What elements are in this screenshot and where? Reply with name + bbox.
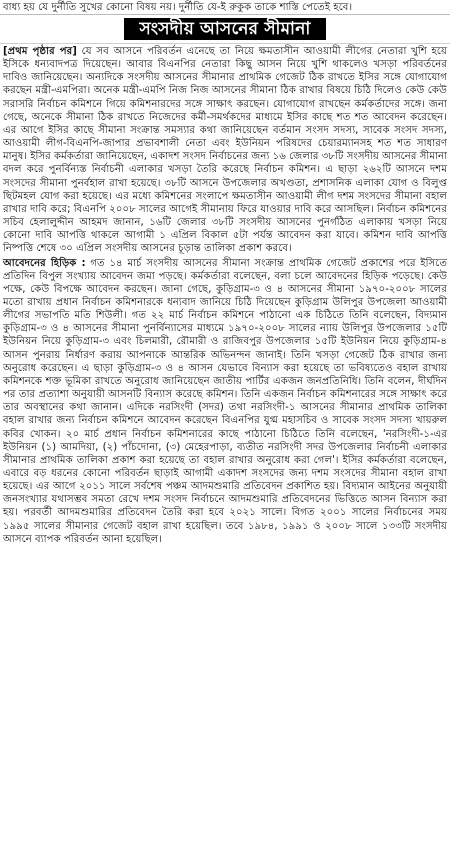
continuation-marker: [প্রথম পৃষ্ঠার পর] [3, 46, 77, 57]
article-paragraph [3, 45, 447, 256]
headline-banner [0, 15, 450, 44]
paragraph-text: গত ১৪ মার্চ সংসদীয় আসনের সীমানা সংক্রান্ত প্রাথমিক গেজেট প্রকাশের পরে ইসিতে প্রতিদিন বিপুল সংখ্যায় আবেদন জমা পড়ছে। কর্মকর্তারা বলেছেন, বলা চলে আবেদনের হিড়িক পড়েছে। কেউ পক্ষে, কেউ বিপক্ষে আবেদন করছেন। জানা গেছে, কুড়িগ্রাম-৩ ও ৪ আসনের সীমানা ১৯৭০-২০০৮ সালের মতো রাখায় প্রধান নির্বাচন কমিশনারকে ধন্যবাদ জানিয়ে চিঠি দিয়েছেন কুড়িগ্রাম উলিপুর উপজেলা আওয়ামী লীগের সভাপতি মতি শিউলী। গত ২২ মার্চ নির্বাচন কমিশনে পাঠানো এক চিঠিতে তিনি বলেছেন, বিদ্যমান কুড়িগ্রাম-৩ ও ৪ আসনের সীমানা পুনর্বিন্যাসের মাধ্যমে ১৯৭০-২০০৮ সালের ন্যায় উলিপুর উপজেলার ১৫টি ইউনিয়ন নিয়ে কুড়িগ্রাম-৩ এবং চিলমারী, রৌমারী ও রাজিবপুর উপজেলার ১৫টি ইউনিয়ন নিয়ে কুড়িগ্রাম-৪ আসন পুনরায় নির্ধারণ করায় আপনাকে আন্তরিক অভিনন্দন জানাই। তিনি খসড়া গেজেট ঠিক রাখার জন্য অনুরোধ করেছেন। এ ছাড়া কুড়িগ্রাম-৩ ও ৪ আসন যেভাবে বিন্যাস করা হয়েছে তা ভবিষ্যতেও বহাল রাখায় কমিশনকে শক্ত ভূমিকা রাখতে অনুরোধ জানিয়েছেন জাতীয় পার্টির একজন জনপ্রতিনিধি। তিনি বলেন, দীর্ঘদিন পর তার প্রত্যাশা অনুযায়ী আসনটি বিন্যাস করেছে কমিশন। তিনি একজন নির্বাচন কমিশনারের সঙ্গে সাক্ষাৎ করে তার অবস্থানের কথা জানান। এদিকে নরসিংদী (সদর) তথা নরসিংদী-১ আসনের সীমানার প্রাথমিক তালিকা বহাল রাখার জন্য নির্বাচন কমিশনে আবেদন করেছেন বিএনপির যুগ্ম মহাসচিব ও সাবেক সংসদ সদস্য খায়রুল কবির খোকন। ২০ মার্চ প্রধান নির্বাচন কমিশনারের কাছে পাঠানো চিঠিতে তিনি বলেছেন, 'নরসিংদী-১-এর ইউনিয়ন (১) আমদিয়া, (২) পাঁচদোনা, (৩) মেহেরপাড়া, ব্যতীত নরসিংদী সদর উপজেলার নির্বাচনী এলাকার সীমানার প্রাথমিক তালিকা প্রকাশ করা হয়েছে তা বহাল রাখার অনুরোধ করা গেল'। ইসির কর্মকর্তারা বলেছেন, এবারে বড় ধরনের কোনো পরিবর্তন ছাড়াই আগামী একাদশ সংসদের জন্য দশম সংসদের সীমানা বহাল রাখা হয়েছে। এর আগে ২০১১ সালে সর্বশেষ পঞ্চম আদমশুমারি প্রতিবেদন প্রকাশিত হয়। বিদ্যমান আইনের অনুযায়ী জনসংখ্যার যথাসম্ভব সমতা রেখে দশম সংসদ নির্বাচনে আদমশুমারি প্রতিবেদনের ভিত্তিতে আসন বিন্যাস করা হয়। পরবর্তী আদমশুমারির প্রতিবেদন তৈরি করা হবে ২০২১ সালে। বিগত ২০০১ সালের নির্বাচনের সময় ১৯৯৫ সালের সীমানার গেজেট বহাল রাখা হয়েছিল। তবে ১৯৮৪, ১৯৯১ ও ২০০৮ সালে ১৩৩টি সংসদীয় আসনে ব্যাপক পরিবর্তন আনা হয়েছিল। [3, 257, 447, 545]
article-paragraph [3, 257, 447, 546]
paragraph-text: যে সব আসনে পরিবর্তন এনেছে তা নিয়ে ক্ষমতাসীন আওয়ামী লীগের নেতারা খুশি হয়ে ইসিকে ধন্যবাদপত্র দিয়েছেন। আবার বিএনপির নেতারা কিছু আসন নিয়ে খুশি থাকলেও খসড়া পরিবর্তনের দাবিও জানিয়েছেন। অন্যদিকে সংসদীয় আসনের সীমানার প্রাথমিক গেজেট ঠিক রাখতে ইসির সঙ্গে যোগাযোগ করছেন মন্ত্রী-এমপিরা। অনেক মন্ত্রী-এমপি নিজ নিজ আসনের সীমানা ঠিক রাখার বিষয়ে চিঠি দিলেও কেউ কেউ সরাসরি নির্বাচন কমিশনে গিয়ে কমিশনারদের সঙ্গে সাক্ষাৎ করছেন। যোগাযোগ রাখছেন কর্মকর্তাদের সঙ্গে। জনা গেছে, অনেকে সীমানা ঠিক রাখতে নিজেদের কর্মী-সমর্থকদের মাধ্যমে ইসির কাছে শত শত আবেদন করেছেন। এর আগে ইসির কাছে সীমানা সংক্রান্ত সমস্যার কথা জানিয়েছেন বর্তমান সংসদ সদস্য, সাবেক সংসদ সদস্য, আওয়ামী লীগ-বিএনপি-জাপার প্রভাবশালী নেতা এবং ইউনিয়ন পরিষদের চেয়ারম্যানসহ শত শত সাধারণ মানুষ। ইসির কর্মকর্তারা জানিয়েছেন, একাদশ সংসদ নির্বাচনের জন্য ১৬ জেলার ৩৮টি সংসদীয় আসনের সীমানা বদল করে পুনর্বিন্যস্ত নির্বাচনী এলাকার খসড়া তৈরি করেছে নির্বাচন কমিশন। এ ছাড়া ২৬২টি আসনে দশম সংসদের সীমানা পুনর্বহাল রাখা হয়েছে। ৩৮টি আসনে উপজেলার অখণ্ডতা, প্রশাসনিক এলাকা যোগ ও বিলুপ্ত ছিটমহল যোগ করা হয়েছে। এর মধ্যে কমিশনের সংলাপে ক্ষমতাসীন আওয়ামী লীগ দশম সংসদের সীমানা বহাল রাখার দাবি করে; বিএনপি ২০০৮ সালের আগেই সীমানায় ফিরে যাওয়ার দাবি করে আসছিল। নির্বাচন কমিশনের সচিব হেলালুদ্দীন আহমদ জানান, ১৬টি জেলার ৩৮টি সংসদীয় আসনের পুনর্গঠিত এলাকায় খসড়া নিয়ে কোনো দাবি আপত্তি থাকলে আগামী ১ এপ্রিল বিকাল ৫টা পর্যন্ত আবেদন করা যাবে। কমিশন দাবি আপত্তি নিষ্পত্তি শেষে ৩০ এপ্রিল সংসদীয় আসনের চূড়ান্ত তালিকা প্রকাশ করবে। [3, 46, 447, 255]
article-body [0, 44, 450, 546]
subheading-kicker: আবেদনের হিড়িক : [3, 257, 86, 269]
article-headline: সংসদীয় আসনের সীমানা [124, 18, 327, 40]
previous-article-last-line: বাধ্য হয় যে দুর্নীতি সুখের কোনো বিষয় নয়। দুর্নীতি যে-ই রুকুক তাকে শাস্তি পেতেই হবে। [0, 0, 450, 15]
